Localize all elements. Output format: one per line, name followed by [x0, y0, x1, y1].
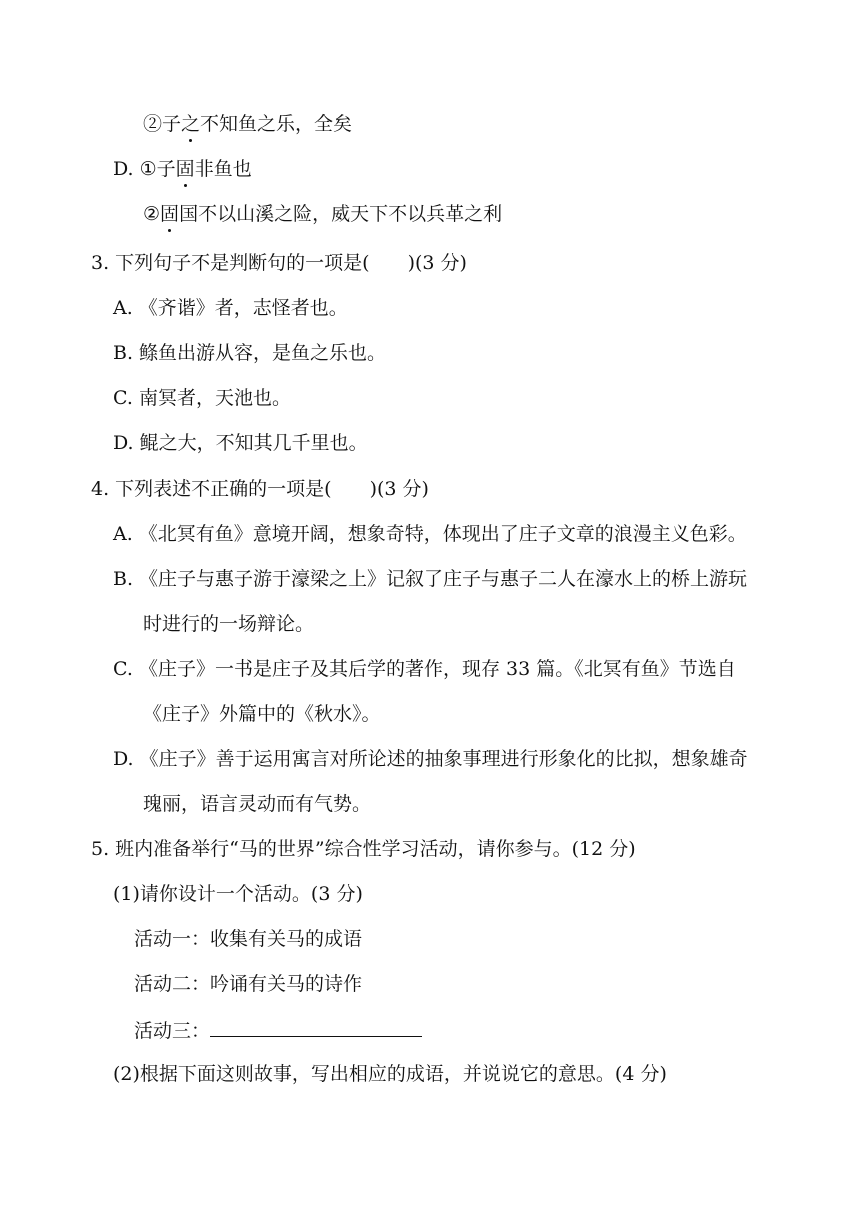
- activity-3: 活动三：: [134, 1018, 422, 1042]
- question-3-stem: 3. 下列句子不是判断句的一项是( )(3 分): [91, 252, 467, 274]
- emphasis-dot-char: 固: [175, 158, 195, 180]
- question-4-option-c-line-1: C. 《庄子》一书是庄子及其后学的著作，现存 33 篇。《北冥有鱼》节选自: [113, 658, 736, 680]
- answer-blank[interactable]: [210, 1018, 422, 1037]
- question-5-part-2: (2)根据下面这则故事，写出相应的成语，并说说它的意思。(4 分): [113, 1063, 667, 1085]
- q2-option-d-line-1: D. ①子固非鱼也: [113, 158, 252, 180]
- question-5-stem: 5. 班内准备举行“马的世界”综合性学习活动，请你参与。(12 分): [91, 838, 636, 860]
- question-4-option-d-line-1: D. 《庄子》善于运用寓言对所论述的抽象事理进行形象化的比拟，想象雄奇: [113, 748, 748, 770]
- question-3-option-a: A. 《齐谐》者，志怪者也。: [113, 297, 348, 319]
- question-3-option-d: D. 鲲之大，不知其几千里也。: [113, 432, 368, 454]
- emphasis-dot-char: 固: [160, 203, 180, 225]
- emphasis-dot-char: 之: [181, 113, 201, 135]
- activity-1: 活动一：收集有关马的成语: [134, 928, 363, 950]
- question-4-option-d-line-2: 瑰丽，语言灵动而有气势。: [143, 793, 372, 815]
- question-3-option-b: B. 鲦鱼出游从容，是鱼之乐也。: [113, 342, 387, 364]
- question-3-option-c: C. 南冥者，天池也。: [113, 387, 291, 409]
- question-4-option-b-line-2: 时进行的一场辩论。: [143, 613, 315, 635]
- activity-2: 活动二：吟诵有关马的诗作: [134, 973, 363, 995]
- question-4-option-c-line-2: 《庄子》外篇中的《秋水》。: [143, 703, 381, 725]
- q2-option-c-line-2: ②子之不知鱼之乐，全矣: [143, 113, 353, 135]
- question-5-part-1: (1)请你设计一个活动。(3 分): [113, 883, 363, 905]
- question-4-option-b-line-1: B. 《庄子与惠子游于濠梁之上》记叙了庄子与惠子二人在濠水上的桥上游玩: [113, 568, 748, 590]
- question-4-stem: 4. 下列表述不正确的一项是( )(3 分): [91, 478, 429, 500]
- question-4-option-a: A. 《北冥有鱼》意境开阔，想象奇特，体现出了庄子文章的浪漫主义色彩。: [113, 523, 747, 545]
- q2-option-d-line-2: ②固国不以山溪之险，威天下不以兵革之利: [143, 203, 503, 225]
